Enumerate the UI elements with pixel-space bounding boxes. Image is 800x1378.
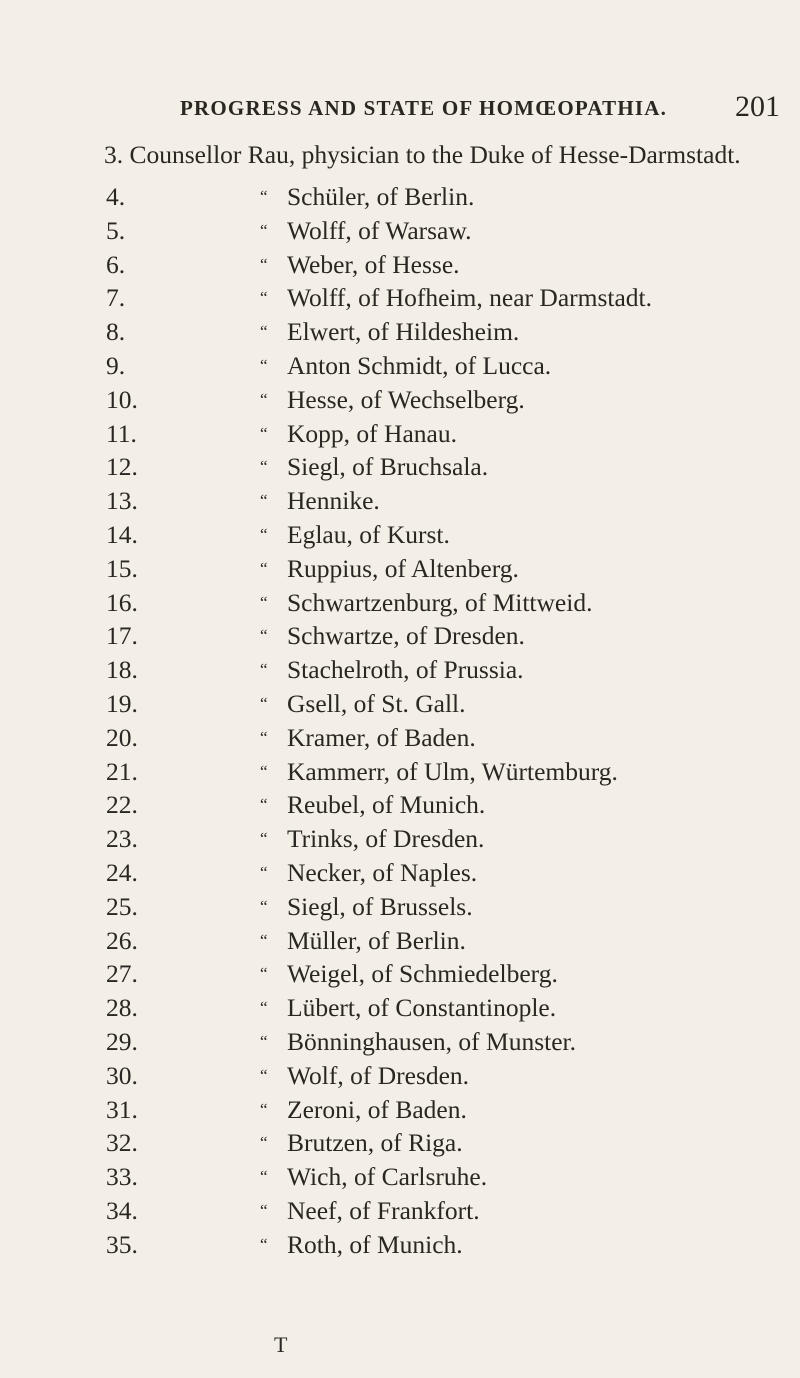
ditto-mark: “ xyxy=(260,1234,268,1254)
entry-number: 14. xyxy=(106,519,138,549)
list-item xyxy=(0,248,800,282)
entry-name: Elwert, of Hildesheim. xyxy=(287,317,520,347)
entry-number: 21. xyxy=(106,756,138,786)
ditto-mark: “ xyxy=(260,187,268,206)
entry-name: Reubel, of Munich. xyxy=(287,790,486,820)
list-item xyxy=(0,856,800,890)
entry-name: Kopp, of Hanau. xyxy=(287,418,457,448)
list-item xyxy=(0,924,800,958)
entry-name: Trinks, of Dresden. xyxy=(287,824,485,854)
list-item xyxy=(0,653,800,687)
ditto-mark: “ xyxy=(260,1031,268,1051)
entry-number: 9. xyxy=(106,350,126,380)
entry-name: Wolf, of Dresden. xyxy=(287,1060,470,1090)
list-item xyxy=(0,687,800,721)
entry-name: Bönninghausen, of Munster. xyxy=(287,1026,576,1056)
list-item xyxy=(0,484,800,518)
list-item xyxy=(0,1194,800,1228)
entry-name: Siegl, of Bruchsala. xyxy=(287,452,489,482)
list-item xyxy=(0,214,800,248)
entry-number: 27. xyxy=(106,959,138,989)
entry-number: 7. xyxy=(106,283,126,313)
list-item xyxy=(0,552,800,586)
entry-number: 20. xyxy=(106,722,138,752)
ditto-mark: “ xyxy=(260,1065,268,1085)
entry-number: 12. xyxy=(106,452,138,482)
page-number: 201 xyxy=(735,90,780,123)
ditto-mark: “ xyxy=(260,795,268,815)
ditto-mark: “ xyxy=(260,491,268,511)
list-item xyxy=(0,755,800,789)
list-item xyxy=(0,518,800,552)
list-item xyxy=(0,788,800,822)
entry-number: 31. xyxy=(106,1094,138,1124)
ditto-mark: “ xyxy=(260,592,268,612)
ditto-mark: “ xyxy=(260,1200,268,1220)
entry-name: Eglau, of Kurst. xyxy=(287,519,450,549)
entry-name: Lübert, of Constantinople. xyxy=(287,993,557,1023)
ditto-mark: “ xyxy=(260,457,268,477)
entry-number: 15. xyxy=(106,553,138,583)
running-title: PROGRESS AND STATE OF HOMŒOPATHIA. xyxy=(180,96,668,120)
entry-name: Wich, of Carlsruhe. xyxy=(287,1162,488,1192)
ditto-mark: “ xyxy=(260,389,268,409)
entry-name: Schwartze, of Dresden. xyxy=(287,621,525,651)
entry-name: Neef, of Frankfort. xyxy=(287,1195,480,1225)
entry-name: Siegl, of Brussels. xyxy=(287,891,473,921)
list-item xyxy=(0,1126,800,1160)
ditto-mark: “ xyxy=(260,1099,268,1119)
entry-name: Müller, of Berlin. xyxy=(287,925,466,955)
ditto-mark: “ xyxy=(260,964,268,984)
entry-number: 6. xyxy=(106,249,126,279)
entry-number: 18. xyxy=(106,655,138,685)
entry-number: 23. xyxy=(106,824,138,854)
list-item xyxy=(0,450,800,484)
list-item xyxy=(0,417,800,451)
entry-number: 28. xyxy=(106,993,138,1023)
entry-name: Hesse, of Wechselberg. xyxy=(287,384,525,414)
list-item xyxy=(0,1093,800,1127)
list-item xyxy=(0,383,800,417)
list-item xyxy=(0,586,800,620)
ditto-mark: “ xyxy=(260,1133,268,1153)
entry-name: Wolff, of Warsaw. xyxy=(287,215,472,245)
entry-number: 8. xyxy=(106,317,126,347)
ditto-mark: “ xyxy=(260,727,268,747)
entry-number: 34. xyxy=(106,1195,138,1225)
entry-name: Anton Schmidt, of Lucca. xyxy=(287,350,552,380)
list-item xyxy=(0,180,800,214)
ditto-mark: “ xyxy=(260,254,268,274)
entry-name: Stachelroth, of Prussia. xyxy=(287,655,524,685)
entry-number: 11. xyxy=(106,418,137,448)
entry-name: Roth, of Munich. xyxy=(287,1229,463,1259)
entry-name: Gsell, of St. Gall. xyxy=(287,688,466,718)
entry-number: 25. xyxy=(106,891,138,921)
ditto-mark: “ xyxy=(260,930,268,950)
list-item xyxy=(0,1228,800,1262)
ditto-mark: “ xyxy=(260,220,268,240)
entry-number: 35. xyxy=(106,1229,138,1259)
entry-name: Brutzen, of Riga. xyxy=(287,1128,463,1158)
entry-name: Ruppius, of Altenberg. xyxy=(287,553,519,583)
entry-name: Weigel, of Schmiedelberg. xyxy=(287,959,558,989)
entry-number: 29. xyxy=(106,1026,138,1056)
entry-3-line: 3. Counsellor Rau, physician to the Duke of Hesse-Darmstadt. xyxy=(104,140,741,169)
ditto-mark: “ xyxy=(260,660,268,680)
name-list xyxy=(0,180,800,1262)
entry-number: 13. xyxy=(106,486,138,516)
list-item xyxy=(0,890,800,924)
entry-number: 4. xyxy=(106,182,126,211)
entry-name: Zeroni, of Baden. xyxy=(287,1094,467,1124)
entry-number: 30. xyxy=(106,1060,138,1090)
printer-signature-mark: T xyxy=(274,1332,288,1357)
ditto-mark: “ xyxy=(260,761,268,781)
entry-number: 32. xyxy=(106,1128,138,1158)
ditto-mark: “ xyxy=(260,1167,268,1187)
ditto-mark: “ xyxy=(260,626,268,646)
entry-number: 16. xyxy=(106,587,138,617)
list-item xyxy=(0,1025,800,1059)
entry-number: 19. xyxy=(106,688,138,718)
entry-name: Schwartzenburg, of Mittweid. xyxy=(287,587,593,617)
entry-number: 10. xyxy=(106,384,138,414)
entry-number: 26. xyxy=(106,925,138,955)
ditto-mark: “ xyxy=(260,288,268,308)
list-item xyxy=(0,991,800,1025)
entry-name: Kammerr, of Ulm, Würtemburg. xyxy=(287,756,618,786)
list-item xyxy=(0,822,800,856)
entry-number: 17. xyxy=(106,621,138,651)
list-item xyxy=(0,315,800,349)
entry-name: Wolff, of Hofheim, near Darmstadt. xyxy=(287,283,652,313)
ditto-mark: “ xyxy=(260,355,268,375)
ditto-mark: “ xyxy=(260,862,268,882)
list-item xyxy=(0,721,800,755)
entry-number: 5. xyxy=(106,215,126,245)
list-item xyxy=(0,281,800,315)
entry-name: Schüler, of Berlin. xyxy=(287,182,475,211)
list-item xyxy=(0,1160,800,1194)
entry-name: Hennike. xyxy=(287,486,380,516)
ditto-mark: “ xyxy=(260,558,268,578)
entry-number: 33. xyxy=(106,1162,138,1192)
ditto-mark: “ xyxy=(260,896,268,916)
list-item xyxy=(0,619,800,653)
entry-name: Necker, of Naples. xyxy=(287,857,478,887)
entry-name: Kramer, of Baden. xyxy=(287,722,476,752)
ditto-mark: “ xyxy=(260,524,268,544)
list-item xyxy=(0,1059,800,1093)
ditto-mark: “ xyxy=(260,693,268,713)
entry-number: 24. xyxy=(106,857,138,887)
ditto-mark: “ xyxy=(260,322,268,342)
entry-name: Weber, of Hesse. xyxy=(287,249,460,279)
ditto-mark: “ xyxy=(260,423,268,443)
list-item xyxy=(0,957,800,991)
list-item xyxy=(0,349,800,383)
ditto-mark: “ xyxy=(260,998,268,1018)
ditto-mark: “ xyxy=(260,829,268,849)
entry-number: 22. xyxy=(106,790,138,820)
page-header xyxy=(180,90,780,132)
